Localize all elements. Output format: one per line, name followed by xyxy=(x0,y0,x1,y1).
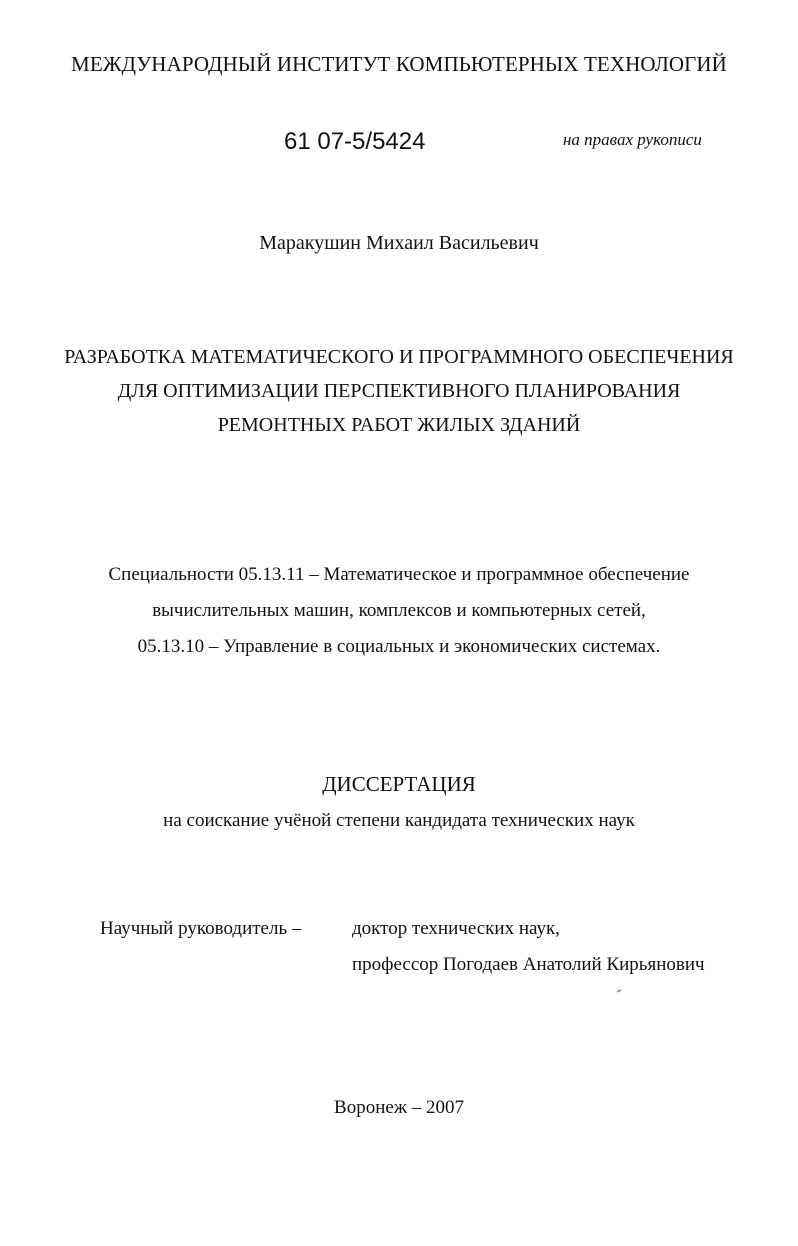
specialty-line-1: Специальности 05.13.11 – Математическое и программное обеспечение xyxy=(108,564,690,585)
specialty-line-2: вычислительных машин, комплексов и компьютерных сетей, xyxy=(152,600,646,621)
supervisor-degree: доктор технических наук, xyxy=(352,918,560,939)
title-line-2: ДЛЯ ОПТИМИЗАЦИИ ПЕРСПЕКТИВНОГО ПЛАНИРОВАНИЯ xyxy=(117,380,681,402)
supervisor-label: Научный руководитель – xyxy=(100,918,302,939)
specialties-block xyxy=(0,557,798,665)
degree-purpose: на соискание учёной степени кандидата технических наук xyxy=(163,810,635,831)
scan-speck xyxy=(617,989,621,993)
dissertation-title xyxy=(0,340,798,442)
title-line-3: РЕМОНТНЫХ РАБОТ ЖИЛЫХ ЗДАНИЙ xyxy=(217,414,581,436)
supervisor-name: профессор Погодаев Анатолий Кирьянович xyxy=(352,954,705,975)
title-line-1: РАЗРАБОТКА МАТЕМАТИЧЕСКОГО И ПРОГРАММНОГО ОБЕСПЕЧЕНИЯ xyxy=(64,346,734,368)
institute-name: МЕЖДУНАРОДНЫЙ ИНСТИТУТ КОМПЬЮТЕРНЫХ ТЕХНОЛОГИЙ xyxy=(71,52,727,76)
specialty-line-3: 05.13.10 – Управление в социальных и экономических системах. xyxy=(137,636,661,657)
place-and-year: Воронеж – 2007 xyxy=(334,1097,464,1118)
author-name: Маракушин Михаил Васильевич xyxy=(259,232,539,254)
registration-code: 61 07-5/5424 xyxy=(284,128,426,155)
document-type: ДИССЕРТАЦИЯ xyxy=(322,772,476,796)
manuscript-rights-note: на правах рукописи xyxy=(563,130,702,149)
